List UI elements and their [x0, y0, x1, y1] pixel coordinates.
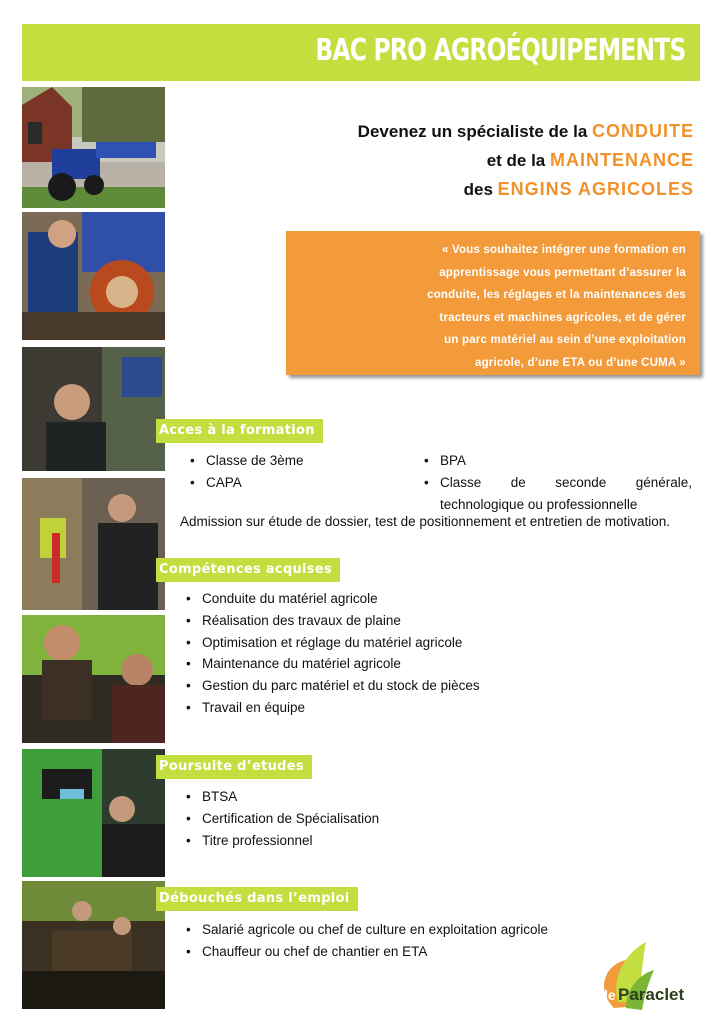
access-list-left [188, 450, 304, 494]
paraclet-logo [596, 940, 706, 1018]
admission-text: Admission sur étude de dossier, test de positionnement et entretien de motivation. [180, 514, 671, 529]
logo-paraclet: Paraclet [618, 985, 685, 1004]
quote-line: conduite, les réglages et la maintenances des [427, 289, 686, 302]
jobs-list [184, 919, 548, 963]
quote-line: tracteurs et machines agricoles, et de gérer [439, 311, 686, 324]
section-heading-access: Acces à la formation [156, 419, 323, 443]
quote-line: agricole, d’une ETA ou d’une CUMA » [474, 356, 686, 369]
headline-conduite: CONDUITE [592, 121, 694, 141]
photo-tractor-cab [22, 749, 165, 877]
list-item: • Certification de Spécialisation [184, 808, 379, 830]
page-title: BAC PRO AGROÉQUIPEMENTS [315, 33, 686, 68]
photo-hands-engine [22, 881, 165, 1009]
studies-list [184, 786, 379, 851]
list-item: • Maintenance du matériel agricole [184, 653, 480, 675]
headline-maintenance: MAINTENANCE [550, 150, 694, 170]
photo-tractor-farm [22, 87, 165, 208]
quote-line: « Vous souhaitez intégrer une formation en [442, 244, 686, 256]
quote-box [286, 231, 700, 375]
headline-line1-text: Devenez un spécialiste de la [357, 122, 592, 141]
photo-student-workshop [22, 478, 165, 610]
photo-student-thinking [22, 347, 165, 471]
list-item: • Chauffeur ou chef de chantier en ETA [184, 941, 548, 963]
list-item: • BTSA [184, 786, 379, 808]
list-item: • BPA [422, 450, 692, 472]
list-item: • Salarié agricole ou chef de culture en exploitation agricole [184, 919, 548, 941]
skills-list [184, 588, 480, 719]
logo-le: le [604, 987, 616, 1003]
headline-engins: ENGINS AGRICOLES [497, 179, 694, 199]
quote-line: un parc matériel au sein d’une exploitation [444, 334, 686, 347]
list-item: • Conduite du matériel agricole [184, 588, 480, 610]
quote-line: apprentissage vous permettant d’assurer la [439, 266, 686, 279]
list-item: • Classe de 3ème [188, 450, 304, 472]
photo-student-green-machine [22, 615, 165, 743]
list-item: • Travail en équipe [184, 697, 480, 719]
access-list-right [422, 450, 692, 515]
list-item: • Titre professionnel [184, 830, 379, 852]
headline-line2-text: et de la [486, 151, 550, 170]
list-item: • CAPA [188, 472, 304, 494]
headline-line3-text: des [463, 180, 498, 199]
headline [358, 117, 694, 204]
photo-mechanic-wheel [22, 212, 165, 340]
title-banner [22, 24, 700, 81]
list-item: • Classe de seconde générale, technologique ou professionnelle [422, 472, 692, 516]
list-item: • Gestion du parc matériel et du stock de pièces [184, 675, 480, 697]
list-item: • Optimisation et réglage du matériel agricole [184, 632, 480, 654]
section-heading-skills: Compétences acquises [156, 558, 340, 582]
section-heading-jobs: Débouchés dans l’emploi [156, 887, 358, 911]
section-heading-studies: Poursuite d’etudes [156, 755, 312, 779]
list-item: • Réalisation des travaux de plaine [184, 610, 480, 632]
